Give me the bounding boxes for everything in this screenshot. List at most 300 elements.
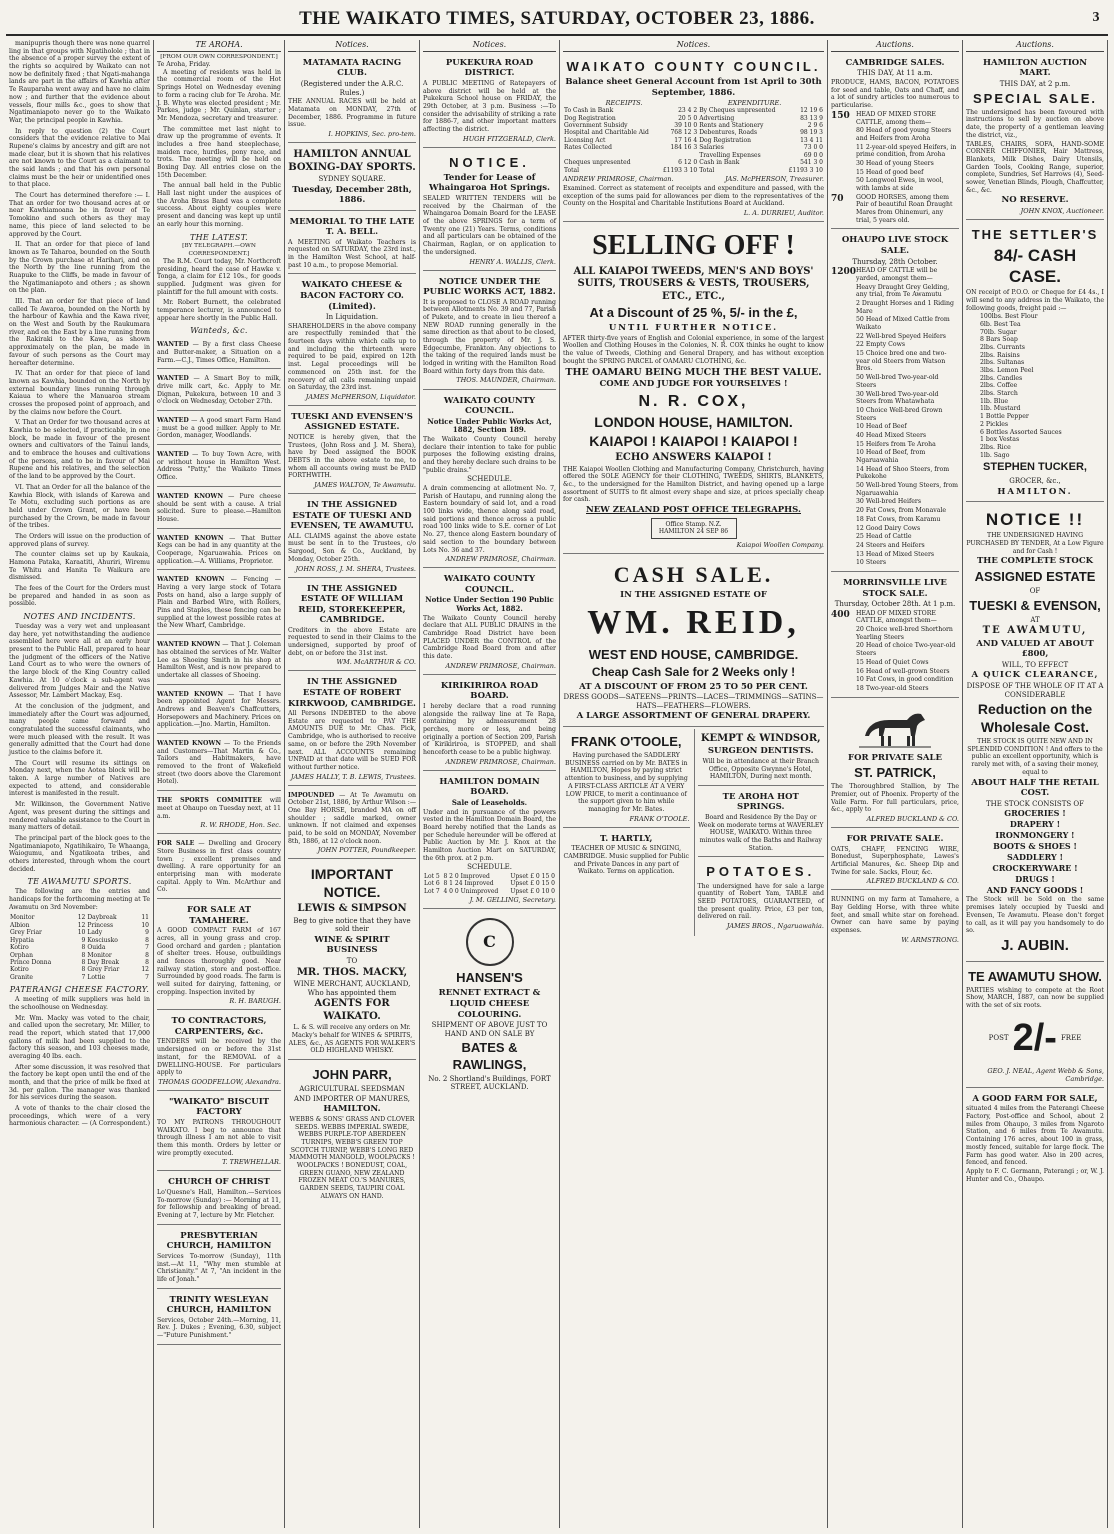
lot-item — [831, 441, 959, 449]
lot-item — [831, 316, 959, 331]
handicap-cell: Grey Friar — [87, 966, 120, 974]
lot-item — [831, 668, 959, 676]
lot-count: 400 — [831, 609, 850, 620]
handicap-cell: Kotiro — [10, 966, 29, 974]
balance-row — [563, 152, 824, 159]
lot-text: 10 Head of Beef — [856, 423, 907, 431]
latest-heading: THE LATEST. — [189, 232, 248, 242]
cash-sale-heading: CASH SALE. — [613, 561, 774, 587]
tueski-text: NOTICE is hereby given, that the Trustees, (John Ross and J. M. Shera), have by Deed assigned the BOOK DEBTS in the above estate to me, to whom all accounts owing must be PAID FORTHWITH. — [288, 434, 416, 480]
stpatrick-signature: ALFRED BUCKLAND & CO. — [866, 814, 959, 823]
handicap-cell: 10 — [141, 921, 149, 929]
price-figure: 2/- — [1012, 1016, 1057, 1059]
lot-text: 22 Well-bred Speyed Heifers — [856, 332, 946, 340]
biscuit-factory-ad — [157, 1093, 281, 1172]
wanted-text: A Smart Boy to milk, drive milk cart, &c. Apply to Mr. Dignan, Pukekura, between 10 and 3 o'clock on Wednesday, October 27th. — [157, 375, 281, 406]
pukekura-signature: HUGH FITZGERALD, Clerk. — [463, 134, 556, 143]
lot-count — [831, 525, 853, 533]
kaiapoi-text: THE Kaiapoi Woollen Clothing and Manufacturing Company, Christchurch, having offered the SOLE AGENCY for their CLOTHING, TWEEDS, SHIRTS, BLANKETS, &c., to the undersigned for the Hamilton District, and having opened up a large assortment of SUITS to fit almost every shape and size, at prices specially cheap for cash. — [563, 465, 824, 504]
judgment-paragraph: II. That an order for that piece of land known as Te Taharoa, bounded on the South by the Crown purchase at Harihari, and on the North by the line running from the Ruapuke to the Cliffs, be made in favour of the Ngatimaniapoto and others ; as shown on the plan. — [9, 241, 150, 295]
valued-line: AND VALUED AT ABOUT £800, — [976, 638, 1094, 660]
balance-cell: £1193 3 10 — [662, 166, 698, 174]
balance-cell: Rents and Stationery — [699, 122, 764, 129]
at-label: AT — [1030, 615, 1040, 624]
lot-item — [831, 498, 959, 506]
lot-item — [831, 610, 959, 625]
parr-text: AND IMPORTER OF MANURES, — [293, 1094, 411, 1103]
quick-clearance: A QUICK CLEARANCE, — [971, 670, 1099, 681]
drains-signature: ANDREW PRIMROSE, Chairman. — [445, 661, 556, 670]
lot-text: 12 Good Dairy Cows — [856, 524, 921, 532]
lot-text: 13 Head of Mixed Steers — [856, 550, 935, 558]
balance-cell: 73 0 0 — [803, 144, 823, 152]
handicap-row — [9, 974, 150, 981]
stpatrick-text: The Thoroughbred Stallion, by The Premier, out of Phoenix. Property of the Vaile Farm. For full particulars, price, &c., apply to — [831, 783, 959, 814]
lot-count — [831, 449, 853, 464]
balance-cell: Hospital and Charitable Aid — [564, 129, 649, 137]
tueski-signature: JAMES WALTON, Te Awamutu. — [314, 481, 416, 490]
dentists-sub: SURGEON DENTISTS. — [707, 746, 814, 757]
church-text: Services To-morrow (Sunday), 11th inst.—At 11, "Why men stumble at Christianity." At 7, "An incident in the life of Jonah." — [157, 1252, 281, 1283]
contractors-signature: THOMAS GOODFELLOW, Alexandra. — [158, 1077, 281, 1086]
farm-for-sale-ad — [966, 1090, 1104, 1187]
column-notices-2 — [420, 40, 560, 1528]
reid-estate-text: Creditors in the above Estate are requested to send in their Claims to the undersigned, supported by proof of debt, on or before the 31st inst. — [288, 626, 416, 657]
handicap-cell: 9 — [81, 936, 86, 944]
impounded-signature: JOHN POTTER, Poundkeeper. — [317, 846, 416, 855]
balance-cell: £1193 3 10 — [788, 166, 823, 174]
tamahere-signature: R. H. BARUGH. — [229, 997, 281, 1006]
drains-sub: Notice Under Section 190 Public Works Act, 1882. — [425, 595, 554, 614]
judgment-paragraph: V. That an Order for two thousand acres at Kawhia to be selected, if practicable, in one block, be made in favour of the present owners and cultivators of the Tainui lands, and to embrace the houses and cultivations of the persons, and to be in favour of Mai Rupene and his relatives, and the selection of the land to be approved by the Court. — [9, 419, 150, 481]
assigned-heading: IN THE ASSIGNED ESTATE OF TUESKI AND EVENSEN, TE AWAMUTU. — [290, 500, 414, 532]
judgment-paragraph: manipupris though there was none quarrel ling in that groups with Ngatiholole ; that in the absence of a proper survey the extent of the rights so acquired by Waikato can not now be definitely fixed ; that Ngati-mahanga lands are part in the affairs of Kawhia after Te Rauparaha went away and have no claim now ; and further that the evidence about vessels, flour mills &c., goes to show that Ngatimaniapoto never go to the Waikato War, the principal people in Kawhia. — [9, 40, 150, 124]
lot-count — [831, 685, 853, 693]
schedule-row — [423, 873, 556, 880]
cheese-text: SHAREHOLDERS in the above company are respectfully reminded that the fourteen days within which calls up to and including the thirteenth were required to be paid, expired on 12th inst. Legal proceedings will be commenced on 25th inst. for the recovery of all calls remaining unpaid on Saturday, the 23rd inst. — [288, 322, 416, 392]
kaiapoi-signature: Kaiapoi Woollen Company. — [736, 540, 824, 549]
tender-heading: NOTICE. — [449, 154, 530, 170]
lot-item — [831, 333, 959, 341]
schedule-cell: Upset £ 0 15 0 — [510, 880, 555, 888]
council-signature: ANDREW PRIMROSE, Chairman. — [445, 555, 556, 564]
domain-schedule-heading: SCHEDULE. — [467, 863, 512, 872]
reid-estate-heading: IN THE ASSIGNED ESTATE OF WILLIAM REID, STOREKEEPER, CAMBRIDGE. — [298, 583, 406, 626]
schedule-cell: Lot 6 — [424, 880, 440, 888]
aubin-text: The Stock will be Sold on the same premises lately occupied by Tueski and Evensen, Te Awamutu. Please don't forget to call, as it will pay you handsomely to do so. — [966, 896, 1104, 935]
schedule-row — [423, 888, 556, 895]
potatoes-heading: POTATOES. — [706, 864, 816, 880]
london-house: LONDON HOUSE, HAMILTON. — [594, 413, 793, 430]
handicap-cell: 8 — [145, 936, 149, 944]
farm-signature: Apply to F. C. Germann, Paterangi ; or, W. J. Hunter and Co., Ohaupo. — [966, 1167, 1104, 1183]
show-heading: TE AWAMUTU SHOW. — [968, 968, 1102, 984]
schedule-cell: Upset £ 0 10 0 — [510, 887, 555, 895]
lot-text: HEAD OF MIXED STORE CATTLE, among them— — [856, 110, 936, 126]
works-heading: NOTICE UNDER THE PUBLIC WORKS ACT, 1882. — [423, 276, 556, 298]
reid-name: WM. REID, — [587, 604, 800, 642]
domain-text: Under and in pursuance of the powers vested in the Hamilton Domain Board, the Board hereby notified that the Lands as per Schedule hereunder will be offered at Public Auction by Mr. J. Knox at the Hamilton Auction Mart on SATURDAY, the 6th prox. at 2 p.m. — [423, 808, 556, 862]
goods-item: 2lbs. Rice — [980, 443, 1011, 451]
balance-cell — [563, 152, 658, 159]
lewis-simpson-ad — [288, 861, 416, 1059]
lot-count — [831, 407, 853, 422]
church-heading: CHURCH OF CHRIST — [168, 1177, 270, 1188]
awamutu-sports-intro: The following are the entries and handicaps for the forthcoming meeting at Te Awamutu on 3rd November: — [9, 888, 150, 911]
lot-text: 40 Head Mixed Steers — [856, 431, 927, 439]
lot-item — [831, 111, 959, 126]
tender-sub: Tender for Lease of Whaingaroa Hot Springs. — [429, 172, 550, 194]
balance-cell: Salaries — [699, 144, 724, 152]
stray-horse-signature: W. ARMSTRONG. — [901, 935, 959, 944]
for-sale-text: Dwelling and Grocery Store Business in first class country town ; excellent premises and dwelling. A rare opportunity for an enterprising man with moderate capital. Apply to Wm. McArthur and Co. — [157, 840, 281, 894]
handicap-row — [9, 929, 150, 936]
of-label: OF — [1029, 586, 1041, 595]
hartly-heading: T. HARTLY, — [600, 833, 653, 844]
goods-item: 6 Bottles Assorted Sauces — [980, 428, 1062, 436]
memorial-text: A MEETING of Waikato Teachers is requested on SATURDAY, the 23rd inst., in the Hamilton West School, at half-past 10 a.m., to propose Memorial. — [288, 238, 416, 269]
bottom-ads-left — [563, 729, 690, 936]
lot-count — [831, 333, 853, 341]
te-aroha-body — [157, 69, 281, 229]
morrinsville-heading: MORRINSVILLE LIVE STOCK SALE. — [843, 577, 947, 599]
lot-text: 20 Choice well-bred Shorthorn Yearling Steers — [856, 626, 953, 641]
balance-cell: Advertising — [699, 114, 735, 122]
balance-heads — [563, 99, 824, 107]
handicap-cell: Lottie — [87, 973, 106, 981]
council-schedule-heading: SCHEDULE. — [467, 475, 512, 484]
kirikiriroa-heading: KIRIKIRIROA ROAD BOARD. — [440, 680, 539, 702]
cambridge-text: PRODUCE, HAMS, BACON, POTATOES for seed and table, Oats and Chaff, and a lot of sundry articles too numerous to particularise. — [831, 79, 959, 110]
lewis-whisky: L. & S. will receive any orders on Mr. Macky's behalf for WINES & SPIRITS, ALES, &c., AS AGENTS FOR WALKER'S OLD HIGHLAND WHISKY. — [288, 1024, 416, 1055]
lot-text: 16 Head of well-grown Steers — [856, 667, 950, 675]
settlers-case-ad — [966, 222, 1104, 502]
lot-count — [831, 160, 853, 168]
balance-cell: 13 4 11 — [800, 136, 823, 144]
lot-item — [831, 642, 959, 657]
judgment-paragraph: The Court has determined therefore :— I. That an order for two thousand acres at or near Kawhiamoana be in favour of Te Tomokino and such others as they may name, this piece of land selected to be approved by the Court. — [9, 192, 150, 238]
stock-item: DRAPERY ! — [1009, 819, 1061, 830]
notices-heading-3: Notices. — [563, 40, 824, 52]
oats-text: OATS, CHAFF, FENCING WIRE, Bonedust, Superphosphate, Lawes's Artificial Manures, &c. Sheep Dip and Twine for sale. Sacks, Flour, &c. — [831, 845, 959, 876]
works-signature: THOS. MAUNDER, Chairman. — [456, 376, 556, 385]
goods-item: 2lbs. Currants — [980, 343, 1025, 351]
lot-count — [831, 284, 853, 299]
lot-item — [831, 423, 959, 431]
notices-heading-2: Notices. — [423, 40, 556, 52]
church-notice — [157, 1227, 281, 1289]
stock-item: CROCKERYWARE ! — [992, 862, 1078, 873]
lot-count — [831, 559, 853, 567]
schedule-cell: Upset £ 0 15 0 — [510, 873, 555, 880]
balance-signatures — [563, 174, 824, 184]
come-line: COME AND JUDGE FOR YOURSELVES ! — [599, 379, 788, 390]
handicap-cell: Lady — [87, 929, 103, 937]
office-stamp: Office Stamp. N.Z. HAMILTON 24 SEP 86 — [651, 518, 737, 539]
handicap-cell: Daybreak — [87, 914, 117, 922]
balance-cell: 23 4 2 — [678, 107, 698, 115]
wanted-heading: WANTED — [157, 341, 189, 349]
balance-sheet-ad — [563, 54, 824, 222]
boxing-heading: HAMILTON ANNUAL BOXING-DAY SPORTS. — [288, 149, 416, 173]
wanted-heading: WANTED KNOWN — [157, 492, 224, 500]
impounded-heading: IMPOUNDED — [288, 791, 335, 799]
te-aroha-source: [FROM OUR OWN CORRESPONDENT.] — [160, 53, 278, 60]
lot-count: 1200 — [831, 267, 857, 278]
cambridge-sales-ad — [831, 54, 959, 230]
hansen-shipment: SHIPMENT OF ABOVE JUST TO HAND AND ON SALE BY — [431, 1021, 548, 1038]
goods-item: 1 box Vestas — [980, 436, 1020, 444]
boxing-sub: SYDNEY SQUARE. — [318, 174, 386, 183]
handicap-cell: Princess — [87, 921, 114, 929]
wanted-ad — [157, 489, 281, 529]
selling-off-sub: ALL KAIAPOI TWEEDS, MEN'S AND BOYS' SUITS, TROUSERS & VESTS, TROUSERS, ETC., ETC., — [573, 265, 814, 302]
notes-paragraph: The Court will resume its sittings on Monday next, when the Aotea block will be taken. A large number of Natives are expected to attend, and considerable interest is manifested in the result. — [9, 759, 150, 798]
reid-estate-label: IN THE ASSIGNED ESTATE OF — [620, 589, 767, 600]
wanted-heading: WANTED — [157, 375, 189, 383]
reduction-heading: Reduction on the Wholesale Cost. — [977, 701, 1093, 735]
impounded-ad: IMPOUNDED — At Te Awamutu on October 21st, 1886, by Arthur Wilson :—One Bay HORSE, branded MA on off shoulder ; saddle marked, owner unknown. If not claimed and expenses paid, to be sold on MONDAY, November 8th, 1886, at 12 o'clock noon. JOHN POTTER, Poundkeeper. — [288, 788, 416, 860]
lot-count — [831, 316, 853, 331]
balance-sub: Balance sheet General Account from 1st April to 30th September, 1886. — [565, 77, 822, 98]
lot-item — [831, 551, 959, 559]
church-notice — [157, 1173, 281, 1224]
wanteds-heading: Wanteds, &c. — [190, 326, 248, 336]
tamahere-text: A GOOD COMPACT FARM of 167 acres, all in young grass and crop. Good orchard and garden ; plantation of shelter trees. House, outbuildings and fences thoroughly good. Near railway station, store and post-office. Surrounded by good roads. The farm is well suited for dairying, fattening, or cropping. Inspection invited by — [157, 927, 281, 996]
auctions-heading: Auctions. — [831, 40, 959, 52]
reid-cash-sale-ad — [563, 556, 824, 727]
balance-cell: Dog Registration — [564, 114, 616, 122]
goods-list — [966, 313, 1104, 459]
ohaupo-heading: OHAUPO LIVE STOCK SALE. — [841, 235, 949, 257]
lot-count — [831, 659, 853, 667]
wanted-heading: WANTED — [157, 417, 189, 425]
wanted-ad — [157, 531, 281, 571]
will-effect: WILL, TO EFFECT — [1001, 660, 1069, 669]
kirkwood-text: All Persons INDEBTED to the above Estate are requested to PAY THE AMOUNTS DUE to Mr. Chas. Pick, Cambridge, who is authorised to receive same, on or before the 29th November next. ALL ACCOUNTS remaining UNPAID at that date will be SUED FOR without further notice. — [288, 710, 416, 771]
echo-line: ECHO ANSWERS KAIAPOI ! — [615, 452, 772, 464]
balance-cell: Travelling Expenses — [699, 151, 761, 159]
paterangi-heading: PATERANGI CHEESE FACTORY. — [9, 985, 150, 995]
lot-count — [831, 642, 853, 657]
wanted-ad — [157, 337, 281, 369]
lot-item — [831, 466, 959, 481]
church-text: Services, October 24th.—Morning, 11, Rev. J. Dukes ; Evening, 6.30, subject—"Future Punishment." — [157, 1316, 281, 1339]
balance-cell: Rates Collected — [564, 144, 612, 152]
lot-count — [831, 432, 853, 440]
column-auctions-2 — [963, 40, 1108, 1528]
goods-item: 8 Bars Soap — [980, 336, 1018, 344]
tucker-sub: GROCER, &c., — [1009, 476, 1061, 485]
balance-cell: Government Subsidy — [564, 122, 628, 129]
public-works-ad — [423, 273, 556, 390]
receipts-heading: RECEIPTS. — [605, 99, 643, 108]
farm-text: situated 4 miles from the Paterangi Cheese Factory, Post-office and School, about 2 miles from Ohaupo, 3 miles from Ngaroto Station, and 6 miles from Te Awamutu. Containing 176 acres, about 100 in grass, mostly fenced, suitable for large flock. The Farm has good water. Also in 200 acres, fenced, and fenced. — [966, 1105, 1104, 1167]
stock-items — [966, 809, 1104, 895]
notes-paragraph: At the conclusion of the judgment, and immediately after the Court was adjourned, many people came forward and congratulated the successful claimants, who were much pleased with the result. It was generally admitted that the Court had done justice to the claims before it. — [9, 702, 150, 757]
goods-item: 6lb. Best Tea — [980, 320, 1021, 328]
lewis-macky: MR. THOS. MACKY, — [296, 966, 408, 978]
balance-row — [563, 122, 824, 129]
balance-cell: 12 19 6 — [800, 107, 823, 115]
horse-engraving-icon — [831, 706, 959, 750]
otoole-text: Having purchased the SADDLERY BUSINESS carried on by Mr. BATES in HAMILTON, Hopes by paying strict attention to business, and by supplying A FIRST-CLASS ARTICLE AT A VERY LOW PRICE, to merit a continuance of the support given to him while managing for Mr. Bates. — [564, 752, 688, 813]
potatoes-signature: JAMES BROS., Ngaruawahia. — [726, 922, 824, 930]
notice-text: THE UNDERSIGNED HAVING PURCHASED BY TENDER, At a Low Figure and for Cash ! — [966, 532, 1104, 555]
lot-count — [831, 127, 853, 142]
lot-count — [831, 300, 853, 315]
goods-item: 2lbs. Coffee — [980, 382, 1018, 390]
dentists-text: Will be in attendance at their Branch Office, Opposite Gwynne's Hotel, HAMILTON, During next month. — [702, 757, 820, 781]
lot-count — [831, 391, 853, 406]
lot-text: 15 Choice bred one and two-year old Steers from Watson Bros. — [856, 350, 947, 373]
kirkwood-estate-ad — [288, 673, 416, 785]
judgment-paragraph: In reply to question (2) the Court considers that the evidence relative to Mai Rupene's claims by ancestry and gift are not made clear, but it is shown that his relatives are not known to the Court as a claimant to the said lands ; and that his own personal claims must be the heir or unidentified ones to that place. — [9, 127, 150, 189]
kirkwood-heading: IN THE ASSIGNED ESTATE OF ROBERT KIRKWOOD, CAMBRIDGE. — [288, 677, 416, 709]
special-sale-items: TABLES, CHAIRS, SOFA, HAND-SOME CORNER CHIFFONIER, Hair Mattress, Blankets, Milk Dishes, Dairy Utensils, Garden Tools, Cooking Range, superior, complete, Sundries, Set Harrows (4), Seed-sower, Venetian Blinds, Plough, Chaffcutter, &c., &c. — [966, 140, 1104, 194]
auctions-heading-2: Auctions. — [966, 40, 1104, 52]
audit-text: Examined. Correct as statement of receipts and expenditure and passed, with the exception of the sums paid for allowances per diem to the representatives of the County on the Hospital and Charitable Institutions Board at Auckland. — [563, 185, 824, 208]
handicap-cell: 12 — [77, 914, 86, 922]
handicap-cell: Ouida — [87, 944, 106, 952]
balance-cell: 83 13 9 — [800, 114, 823, 122]
lewis-wine: WINE & SPIRIT BUSINESS — [314, 934, 390, 956]
lot-item — [831, 144, 959, 159]
hot-springs-tender-ad — [423, 150, 556, 271]
tucker-hamilton: HAMILTON. — [997, 486, 1073, 497]
handicap-cell: 9 — [145, 929, 149, 937]
post-label: POST — [988, 1033, 1009, 1042]
chairman-signature: ANDREW PRIMROSE, Chairman. — [563, 175, 674, 184]
schedule-cell: 8 2 0 Improved — [443, 873, 490, 880]
lot-count — [831, 498, 853, 506]
stallion-ad — [831, 700, 959, 828]
balance-cell: By Cheques unpresented — [699, 107, 776, 115]
latest-paragraph: The R.M. Court today, Mr. Northcroft presiding, heard the case of Hawke v. Tonga, a claim for £12 10s., for goods supplied. Judgment was given for plaintiff for the full amount with costs. — [157, 257, 281, 296]
settler-heading: THE SETTLER'S — [971, 226, 1099, 242]
wanted-text: To the Friends and Customers—That Martin & Co., Tailors and Habitmakers, have removed to the front of Wakefield street (two doors above the Claremont Hotel). — [157, 740, 281, 786]
council-sub: Notice Under Public Works Act, 1882, Section 189. — [427, 416, 552, 435]
mart-sub: THIS DAY, at 2 p.m. — [999, 79, 1071, 88]
hartly-text: TEACHER OF MUSIC & SINGING, CAMBRIDGE. Music supplied for Public and Private Dances in any part of Waikato. Terms on application. — [563, 845, 690, 876]
impounded-text: At Te Awamutu on October 21st, 1886, by Arthur Wilson :—One Bay HORSE, branded MA on off shoulder ; saddle marked, owner unknown. If not claimed and expenses paid, to be sold on MONDAY, November 8th, 1886, at 12 o'clock noon. — [288, 791, 417, 845]
dress-goods: DRESS GOODS—SATEENS—PRINTS—LACES—TRIMMINGS—SATINS—HATS—FEATHERS—FLOWERS. — [563, 693, 824, 710]
lot-item — [831, 169, 959, 177]
cheese-heading: WAIKATO CHEESE & BACON FACTORY CO. (Limited). — [300, 280, 404, 312]
reid-address: WEST END HOUSE, CAMBRIDGE. — [588, 646, 799, 662]
general-drapery: A LARGE ASSORTMENT OF GENERAL DRAPERY. — [576, 711, 811, 722]
assigned-signature: JOHN ROSS, J. M. SHERA, Trustees. — [295, 564, 416, 573]
column-notices-1 — [285, 40, 420, 1528]
lewis-text: Beg to give notice that they have sold their — [293, 916, 411, 934]
balance-heading: WAIKATO COUNTY COUNCIL. — [566, 58, 821, 74]
handicap-cell: 7 — [145, 973, 149, 981]
lot-text: 50 Well-bred Two-year-old Steers — [856, 374, 939, 389]
domain-sub: Sale of Leaseholds. — [451, 797, 528, 807]
assigned-estate-ad — [288, 496, 416, 577]
lot-count — [831, 466, 853, 481]
selling-off-ad — [563, 224, 824, 553]
balance-cell: Cash in Bank — [699, 159, 740, 167]
lot-item — [831, 374, 959, 389]
wanted-ad — [157, 687, 281, 734]
dentists-heading: KEMPT & WINDSOR, — [700, 732, 821, 744]
bottom-ads-row — [563, 729, 824, 936]
lot-item — [831, 533, 959, 541]
kirikiriroa-text: I hereby declare that a road running alongside the railway line at Te Rapa, containing by admeasurement 28 perches, more or less, and being originally a portion of Section 209, Parish of Kirikiriroa, is STOPPED, and shall henceforth cease to be a public highway. — [423, 702, 556, 757]
hansen-heading: HANSEN'S — [456, 970, 523, 986]
parr-hamilton: HAMILTON. — [323, 1104, 381, 1115]
sports-committee-text: will meet at Ohaupo on Tuesday next, at 11 a.m. — [157, 797, 282, 820]
wanted-text: Fencing —Having a very large stock of Totara Posts on hand, also a large supply of Plain and Barbed Wire, with Rollers, Pins and Staples, these fencing can be supplied at the lowest possible rates at the New Wharf, Cambridge. — [157, 576, 281, 630]
wanted-body: WANTED — By a first class Cheese and Butter-maker, a Situation on a Farm.—C.J., Times Office, Hamilton. — [157, 341, 282, 364]
domain-signature: J. M. GELLING, Secretary. — [469, 896, 556, 905]
te-aroha-heading: TE AROHA. — [157, 40, 281, 52]
tueski-heading: TUESKI AND EVENSEN'S ASSIGNED ESTATE. — [291, 411, 413, 433]
balance-cell: Total — [564, 166, 580, 174]
half-retail: ABOUT HALF THE RETAIL COST. — [971, 777, 1099, 799]
goods-item: 2lbs. Sultanas — [980, 359, 1025, 367]
lot-count — [831, 482, 853, 497]
wanted-body: WANTED KNOWN — That Butter Kegs can be had in any quantity at the Cooperage, Ngaruawahia. Prices on application.—A. Williams, Proprietor. — [157, 534, 281, 565]
church-notices — [157, 1173, 281, 1344]
hansen-seal-icon: C — [466, 918, 514, 966]
balance-row — [563, 167, 824, 174]
lot-item — [831, 482, 959, 497]
lot-text: 10 Head of Beef, from Ngaruawahia — [856, 449, 926, 465]
paterangi-paragraph: Mr. Wm. Macky was voted to the chair, and called upon the secretary, Mr. Miller, to read the report, which stated that 17,000 gallons of milk had been supplied to the factory this season, and 103 cheeses made, averaging 40 lbs. each. — [9, 1014, 150, 1060]
for-sale-store-ad: FOR SALE — Dwelling and Grocery Store Business in first class country town ; excellent premises and dwelling. A rare opportunity for an enterprising man with moderate capital. Apply to Wm. McArthur and Co. — [157, 836, 281, 899]
handicap-cell: 10 — [77, 929, 86, 937]
lot-item — [831, 127, 959, 142]
lot-text: 11 2-year-old speyed Heifers, in prime condition, from Aroha — [856, 143, 957, 159]
free-label: FREE — [1060, 1033, 1082, 1042]
works-text: It is proposed to CLOSE A ROAD running between Allotments No. 39 and 77, Parish of Pukete, and to create in lieu thereof a NEW ROAD running generally in the same direction as that about to be closed, through the property of Mr. J. S. Edgecumbe, Frankton. Any objections to the taking of the required lands must be lodged in writing with the Hamilton Road Board within forty days from this date. — [423, 298, 556, 375]
potatoes-text: The undersigned have for sale a large quantity of Robert Yam, TABLE and SEED POTATOES, GUARANTEED, of the present quality. Price, £3 per ton, delivered on rail. — [697, 882, 824, 921]
balance-cell: 184 16 3 — [670, 144, 698, 152]
waverley-text: Board and Residence By the Day or Week on moderate terms at WAVERLEY HOUSE, WAIKATO. Within three minutes walk of the Baths and Railway Station. — [698, 814, 824, 852]
racing-signature: I. HOPKINS, Sec. pro-tem. — [328, 130, 416, 139]
stock-item: AND FANCY GOODS ! — [986, 884, 1084, 895]
lot-count — [831, 507, 853, 515]
memorial-heading: MEMORIAL TO THE LATE T. A. BELL. — [289, 216, 415, 238]
dentists-ad — [698, 729, 825, 786]
pukekura-heading: PUKEKURA ROAD DISTRICT. — [445, 57, 534, 79]
wanted-body: WANTED KNOWN — That J. Coleman has obtained the services of Mr. Walter Lee as Shoeing Smith in his shop at Hamilton West, and is now prepared to undertake all classes of Shoeing. — [157, 641, 281, 679]
goods-item: 2lbs. Starch — [980, 390, 1018, 398]
lot-item — [831, 267, 959, 282]
schedule-cell: 8 1 24 Improved — [443, 880, 494, 888]
balance-cell: Dog Registration — [699, 136, 751, 144]
kaiapoi-heading: KAIAPOI ! KAIAPOI ! KAIAPOI ! — [589, 432, 798, 449]
church-heading: PRESBYTERIAN CHURCH, HAMILTON — [166, 1230, 272, 1252]
masthead-rule — [6, 34, 1108, 36]
lot-text: 14 Head of Shoo Steers, from Pukekohe — [856, 465, 950, 481]
waverley-heading: TE AROHA HOT SPRINGS. — [722, 791, 799, 813]
aubin-name: J. AUBIN. — [1001, 936, 1069, 954]
boxing-date: Tuesday, December 28th, 1886. — [292, 184, 412, 206]
sports-committee-signature: R. W. RHODE, Hon. Sec. — [200, 821, 281, 830]
no-reserve: NO RESERVE. — [1001, 195, 1069, 206]
telegraph-heading: NEW ZEALAND POST OFFICE TELEGRAPHS. — [586, 505, 801, 516]
treasurer-signature: JAS. McPHERSON, Treasurer. — [725, 175, 824, 184]
lot-text: 15 Head of good beef — [856, 168, 924, 176]
lot-item — [831, 559, 959, 567]
boxing-day-ad — [288, 145, 416, 211]
judgment-paragraph: IV. That an order for that piece of land known as Kawhia, bounded on the North by external boundary lines running through Kaiaua to where the Manuaroa stream crosses the proposed point of approach, and by the claims now before the Court. — [9, 370, 150, 416]
cambridge-lots — [831, 111, 959, 193]
domain-heading: HAMILTON DOMAIN BOARD. — [439, 776, 540, 798]
